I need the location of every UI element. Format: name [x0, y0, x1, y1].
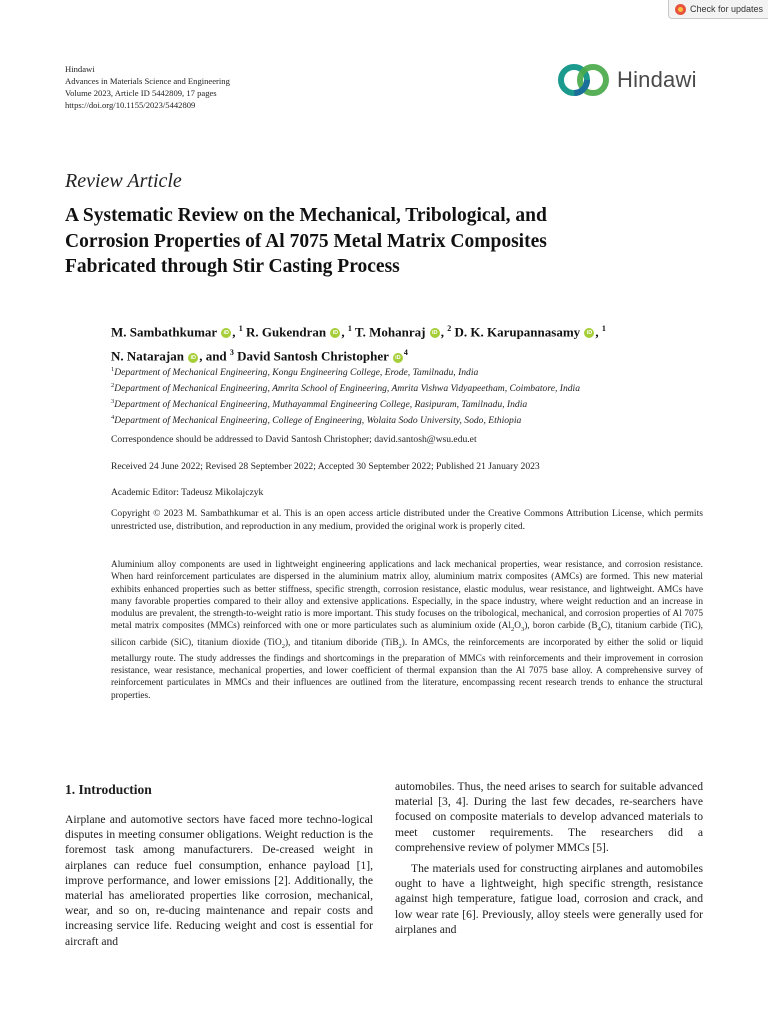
affiliation-number: 4 — [111, 413, 115, 421]
affiliation-text: Department of Mechanical Engineering, Kongu Engineering College, Erode, Tamilnadu, India — [114, 367, 479, 379]
body-column-right — [395, 779, 703, 937]
journal-meta — [65, 63, 230, 111]
subscript: 2 — [398, 642, 402, 650]
author-separator: , — [440, 324, 448, 340]
doi-link[interactable]: https://doi.org/10.1155/2023/5442809 — [65, 100, 196, 110]
affiliation-item — [111, 412, 711, 428]
publisher-logo[interactable] — [557, 63, 697, 97]
publication-dates: Received 24 June 2022; Revised 28 September 2022; Accepted 30 September 2022; Published 21 January 2023 — [111, 461, 540, 472]
copyright-notice: Copyright © 2023 M. Sambathkumar et al. This is an open access article distributed under the Creative Commons Attribution License, which permits unrestricted use, distribution, and reproduction in any medium, provided the original work is properly cited. — [111, 508, 703, 532]
author-name[interactable]: M. Sambathkumar — [111, 324, 217, 340]
affiliation-marker: 3 — [229, 348, 234, 358]
author-name[interactable]: David Santosh Christopher — [237, 348, 389, 364]
body-paragraph: Airplane and automotive sectors have faced more techno-logical disputes in meeting consumer obligations. Weight reduction is the foremost task among manufacturers. De-creased weight in airplanes can reduce fuel consumption, enhance payload [1], improve performance, and lower emissions [2]. Additionally, the material has ameliorated properties like corrosion, mechanical, wear, and so on, re-ducing maintenance and repair costs and increasing service life. Reducing weight and cost is essential for aircraft and — [65, 813, 373, 948]
subscript: 2 — [510, 626, 515, 634]
affiliation-marker: 4 — [403, 348, 408, 358]
journal-name: Advances in Materials Science and Engineering — [65, 76, 230, 86]
publisher-name: Hindawi — [65, 64, 95, 74]
academic-editor: Academic Editor: Tadeusz Mikolajczyk — [111, 487, 264, 498]
author-separator: , — [232, 324, 239, 340]
abstract-text: ), and titanium diboride (TiB — [284, 637, 399, 648]
affiliation-marker: 1 — [601, 324, 606, 333]
affiliation-text: Department of Mechanical Engineering, Amrita School of Engineering, Amrita Vishwa Vidyapeetham, Coimbatore, India — [114, 383, 581, 395]
orcid-icon[interactable]: iD — [430, 328, 440, 338]
author-separator: , and — [199, 348, 230, 364]
check-for-updates-button[interactable] — [668, 0, 768, 19]
title-line: Corrosion Properties of Al 7075 Metal Matrix Composites — [65, 230, 547, 252]
abstract — [111, 559, 703, 702]
affiliation-marker: 2 — [447, 324, 452, 333]
body-column-left — [65, 781, 373, 949]
check-updates-label: Check for updates — [690, 4, 764, 14]
orcid-icon[interactable]: iD — [330, 328, 340, 338]
affiliation-number: 3 — [111, 397, 115, 405]
hindawi-rings-icon — [557, 63, 611, 97]
affiliation-item — [111, 396, 711, 412]
article-title — [65, 203, 685, 280]
abstract-text: O — [514, 621, 521, 632]
orcid-icon[interactable]: iD — [221, 328, 231, 338]
affiliation-marker: 1 — [347, 324, 352, 333]
title-line: A Systematic Review on the Mechanical, Tribological, and — [65, 205, 547, 226]
affiliation-item — [111, 380, 711, 396]
orcid-icon[interactable]: iD — [584, 328, 594, 338]
orcid-icon[interactable]: iD — [188, 353, 198, 363]
subscript: 2 — [281, 642, 285, 650]
affiliation-number: 2 — [111, 381, 115, 389]
body-paragraph: The materials used for constructing airplanes and automobiles ought to have a lightweight, high specific strength, resistance against high temperature, fatigue load, corrosion and crack, and low wear rate [6]. Previously, alloy steels were generally used for airplanes and — [395, 862, 703, 936]
affiliation-number: 1 — [111, 366, 115, 373]
abstract-text: C), titanium carbide (TiC), silicon carbide (SiC), titanium dioxide (TiO — [111, 621, 704, 648]
title-line: Fabricated through Stir Casting Process — [65, 256, 400, 277]
check-updates-icon — [675, 4, 686, 15]
author-separator: , — [341, 324, 348, 340]
author-separator: , — [595, 324, 602, 340]
journal-volume: Volume 2023, Article ID 5442809, 17 pages — [65, 88, 217, 98]
author-name[interactable]: T. Mohanraj — [354, 324, 426, 340]
author-name[interactable]: N. Natarajan — [111, 348, 184, 364]
affiliation-list — [111, 364, 711, 428]
logo-wordmark: Hindawi — [617, 67, 697, 92]
affiliation-text: Department of Mechanical Engineering, Muthayammal Engineering College, Rasipuram, Tamilnadu, India — [114, 399, 528, 411]
subscript: 3 — [520, 626, 525, 634]
affiliation-marker: 1 — [238, 324, 243, 333]
author-name[interactable]: R. Gukendran — [245, 324, 327, 340]
affiliation-text: Department of Mechanical Engineering, College of Engineering, Wolaita Sodo University, Sodo, Ethiopia — [114, 415, 522, 427]
abstract-text: ). In AMCs, the reinforcements are incorporated by either the solid or liquid metallurgy route. The study addresses the findings and shortcomings in the preparation of MMCs with reinforcements and their improvement in corrosion resistance, wear resistance, mechanical properties, and lower coefficient of thermal expansion than the Al 7075 base alloy. A comprehensive survey of reinforcement particulates in MMCs and their influences are outlined from the literature, encompassing recent research trends to enhance the structural properties. — [111, 637, 704, 701]
body-paragraph: automobiles. Thus, the need arises to search for suitable advanced material [3, 4]. During the last few decades, re-searchers have focused on composite materials to develop advanced materials to meet customer requirements. The researchers did a comprehensive review of polymer MMCs [5]. — [395, 780, 703, 854]
abstract-text: Aluminium alloy components are used in lightweight engineering applications and lack mechanical properties, wear resistance, and corrosion resistance. When hard reinforcement particulates are dispersed in the aluminium matrix alloy, aluminium matrix composites (AMCs) are formed. This new material exhibits enhanced properties such as better stiffness, specific strength, corrosion resistance, elastic modulus, wear resistance, and lightweight. AMCs have many favorable properties compared to their alloy and extensive applications. Especially, in the space industry, where weight reduction and an increase in modulus are prevalent, the strength-to-weight ratio is more important. This study focuses on the tribological, mechanical, and corrosion properties of Al 7075 metal matrix composites (MMCs) reinforced with one or more particulates such as aluminium oxide (Al — [111, 560, 703, 632]
author-list — [111, 318, 711, 367]
author-name[interactable]: D. K. Karupannasamy — [454, 324, 581, 340]
subscript: 4 — [597, 626, 601, 634]
affiliation-item — [111, 364, 711, 380]
correspondence-line: Correspondence should be addressed to David Santosh Christopher; david.santosh@wsu.edu.et — [111, 434, 477, 445]
section-heading: 1. Introduction — [65, 782, 152, 797]
article-type: Review Article — [65, 170, 182, 192]
abstract-text: ), boron carbide (B — [524, 621, 598, 632]
orcid-icon[interactable]: iD — [393, 353, 403, 363]
